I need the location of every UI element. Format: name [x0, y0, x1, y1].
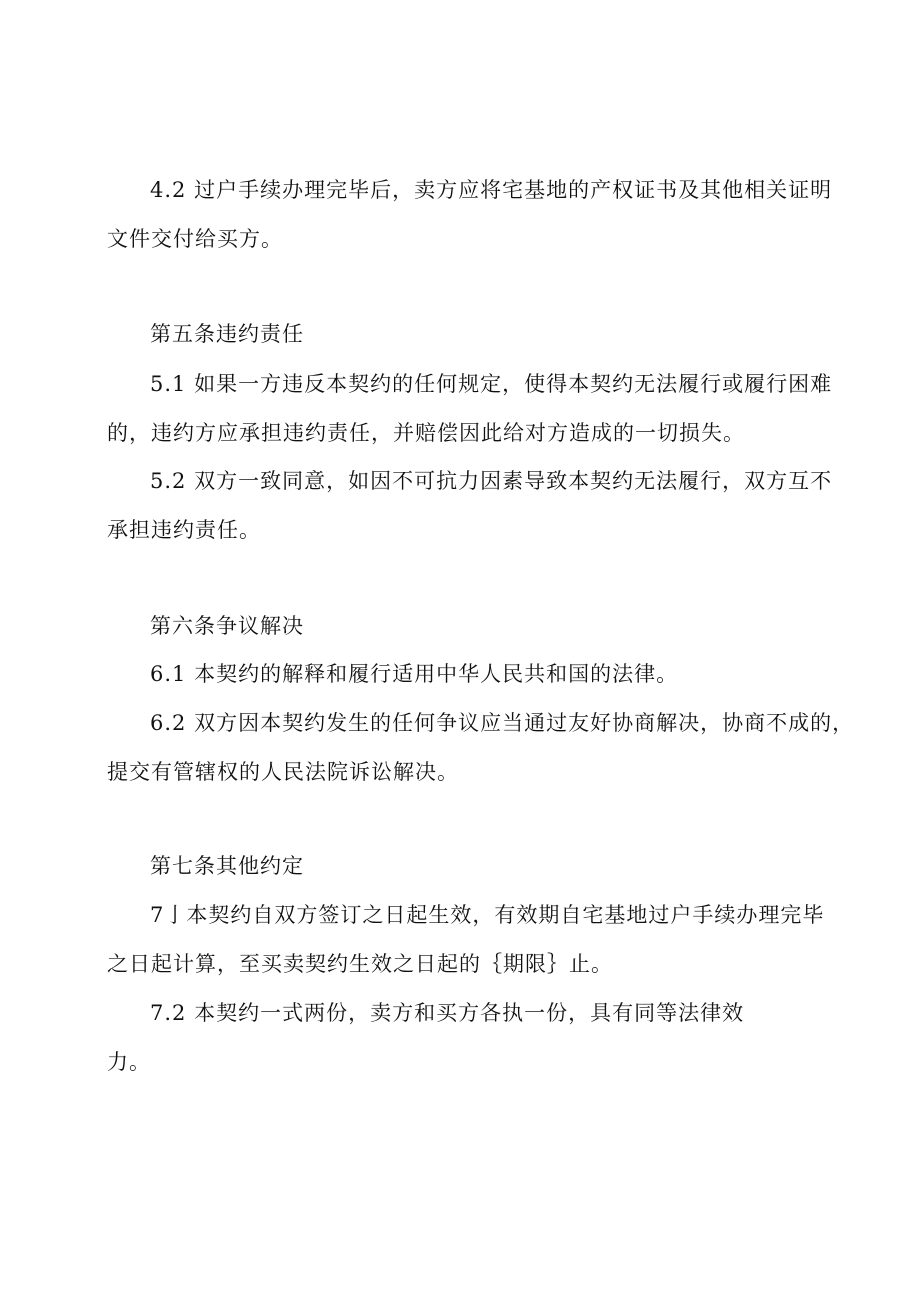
clause-7-2-line-2: 力。 — [107, 1050, 151, 1074]
clause-4-2-line-2: 文件交付给买方。 — [107, 227, 283, 251]
clause-7-1-line-1: 7亅本契约自双方签订之日起生效，有效期自宅基地过户手续办理完毕 — [150, 903, 825, 927]
clause-5-2-line-1: 5.2 双方一致同意，如因不可抗力因素导致本契约无法履行，双方互不 — [150, 469, 833, 493]
section-heading-5: 第五条违约责任 — [150, 322, 304, 346]
clause-6-2-line-2: 提交有管辖权的人民法院诉讼解决。 — [107, 760, 459, 784]
clause-4-2-line-1: 4.2 过户手续办理完毕后，卖方应将宅基地的产权证书及其他相关证明 — [150, 178, 833, 202]
clause-7-2-line-1: 7.2 本契约一式两份，卖方和买方各执一份，具有同等法律效 — [150, 1001, 745, 1025]
clause-5-1-line-2: 的，违约方应承担违约责任，并赔偿因此给对方造成的一切损失。 — [107, 421, 745, 445]
clause-5-1-line-1: 5.1 如果一方违反本契约的任何规定，使得本契约无法履行或履行困难 — [150, 372, 833, 396]
section-heading-6: 第六条争议解决 — [150, 614, 304, 638]
clause-6-1-line-1: 6.1 本契约的解释和履行适用中华人民共和国的法律。 — [150, 662, 679, 686]
clause-5-2-line-2: 承担违约责任。 — [107, 518, 261, 542]
section-heading-7: 第七条其他约定 — [150, 854, 304, 878]
clause-7-1-line-2: 之日起计算，至买卖契约生效之日起的｛期限｝止。 — [107, 952, 613, 976]
clause-6-2-line-1: 6.2 双方因本契约发生的任何争议应当通过友好协商解决，协商不成的， — [150, 711, 855, 735]
